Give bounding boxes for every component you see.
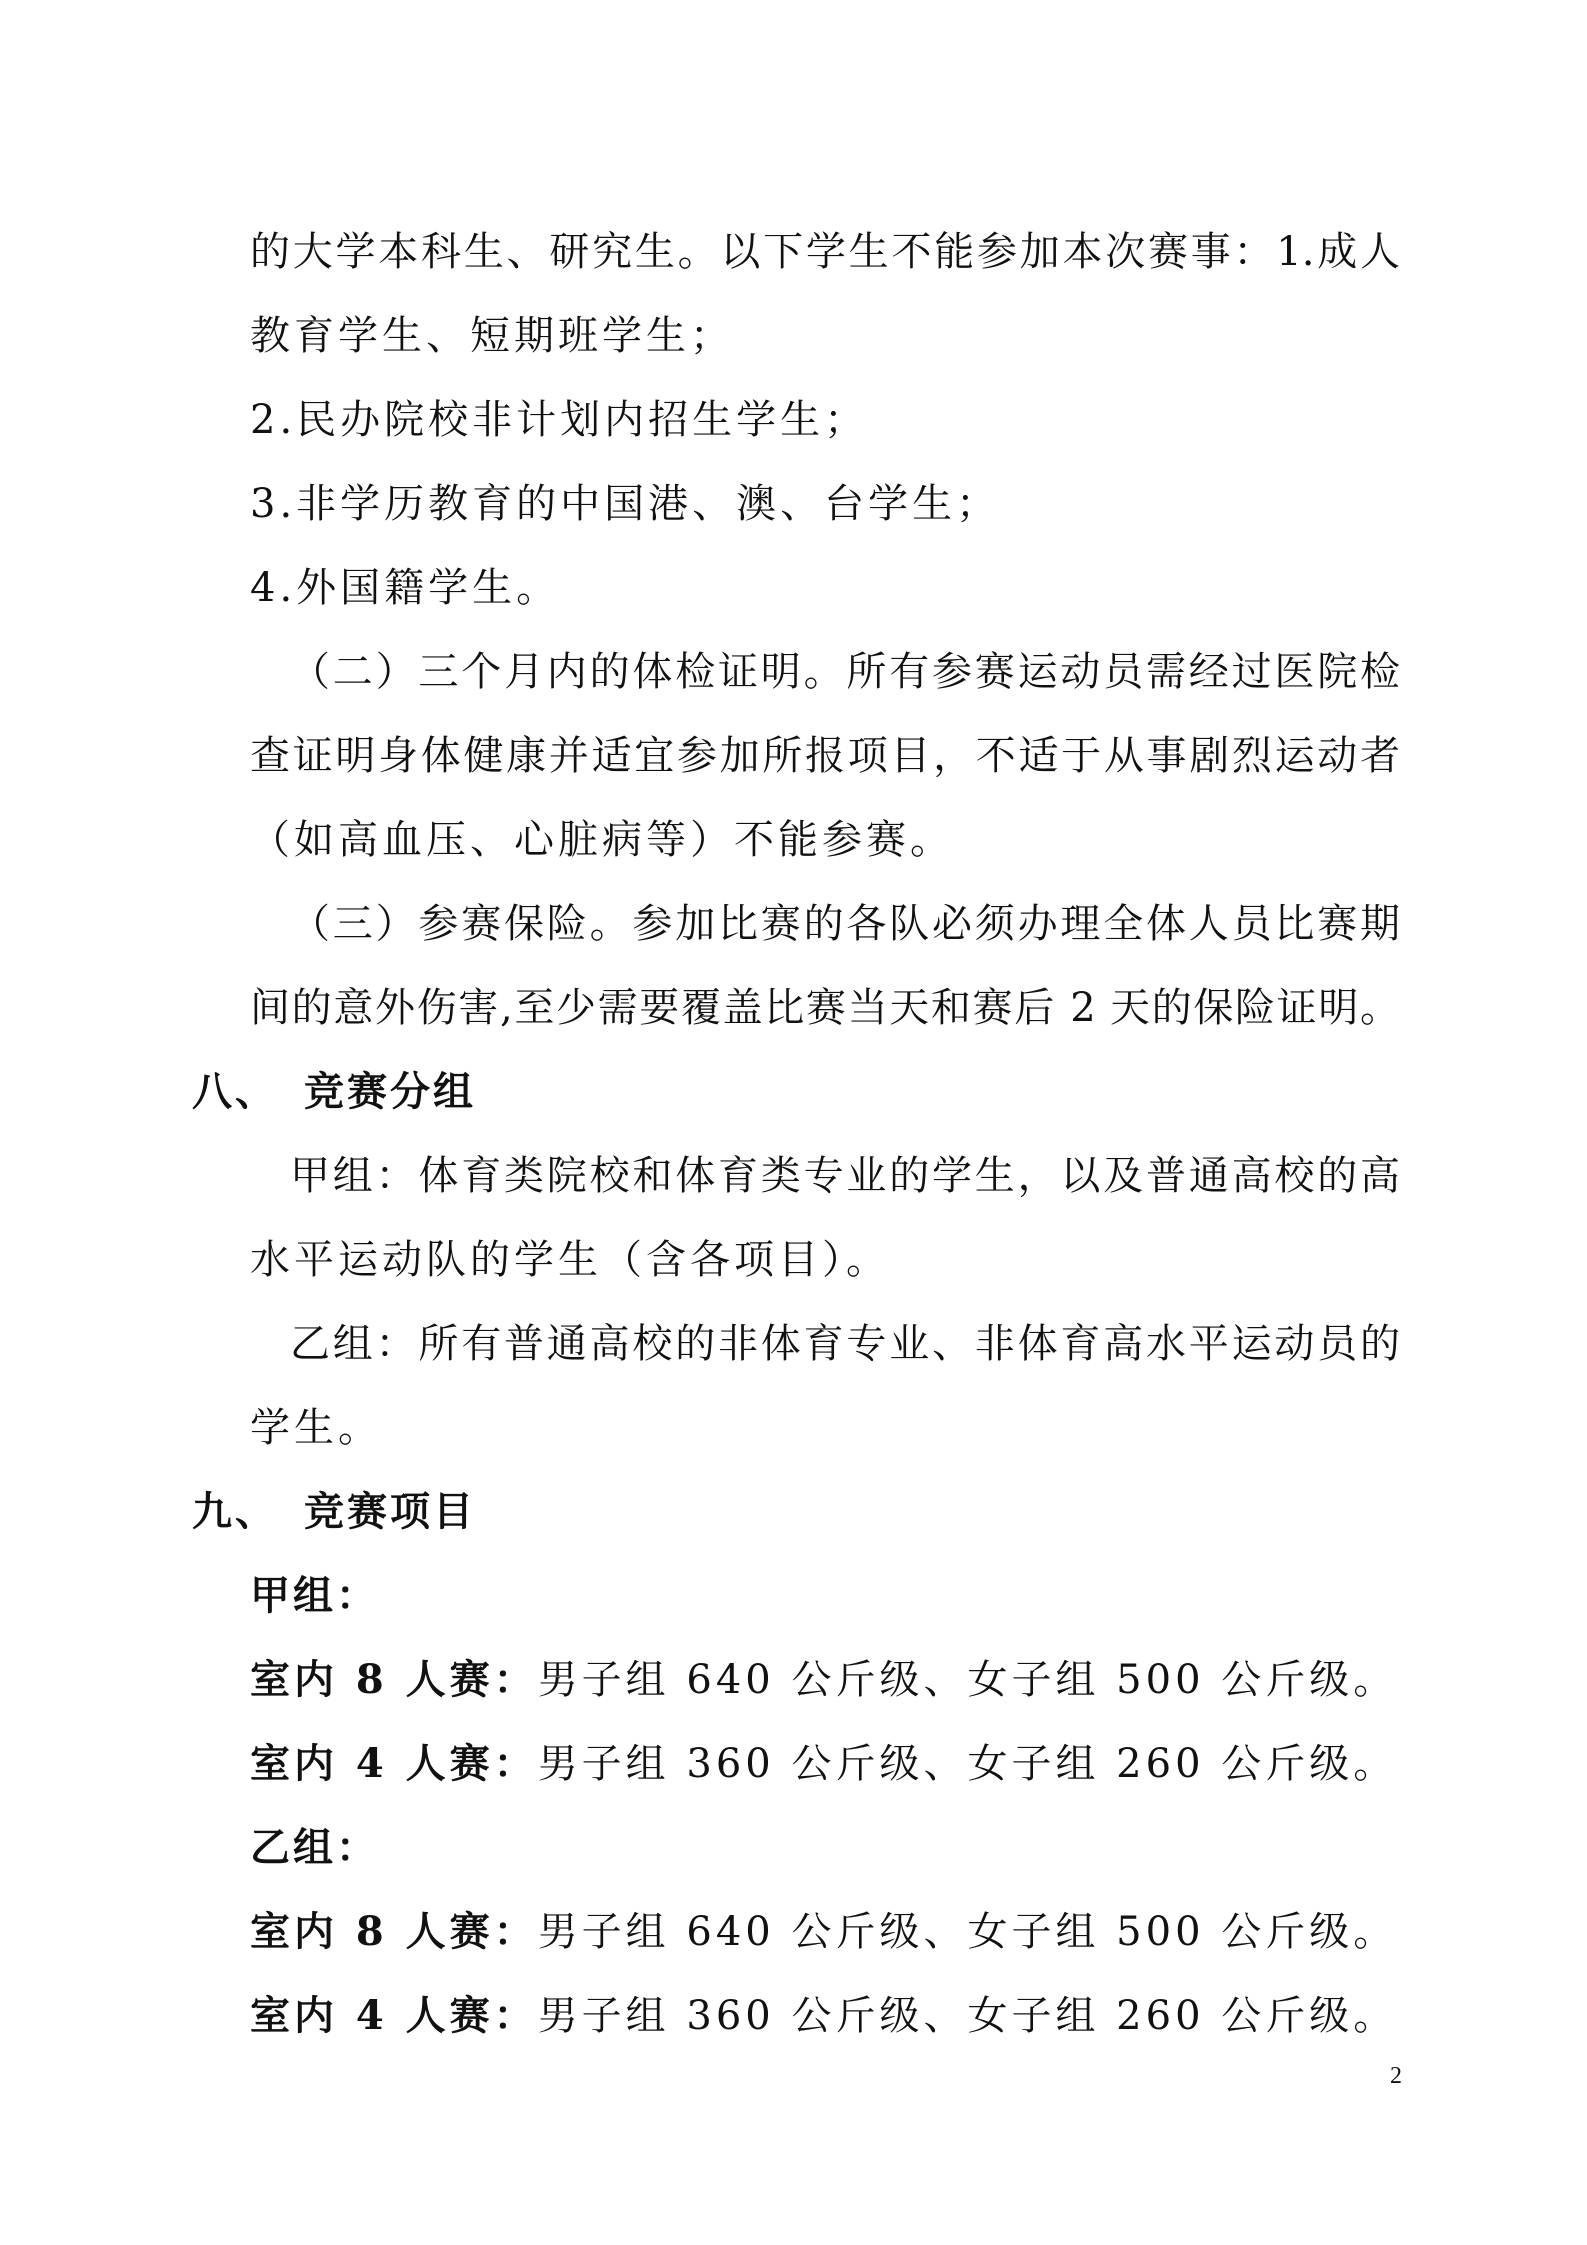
group-a-item-2-label: 室内 4 人赛： (250, 1740, 538, 1787)
body-line-5: 4.外国籍学生。 (250, 565, 561, 611)
group-a-item-1-text: 男子组 640 公斤级、女子组 500 公斤级。 (537, 1657, 1398, 1703)
section-8-number: 八、 (192, 1069, 278, 1115)
section-8-title: 竞赛分组 (304, 1069, 476, 1115)
section-8-line-1: 甲组：体育类院校和体育类专业的学生，以及普通高校的高 (290, 1153, 1400, 1199)
body-line-1: 的大学本科生、研究生。以下学生不能参加本次赛事：1.成人 (250, 229, 1400, 275)
group-b-item-1-text: 男子组 640 公斤级、女子组 500 公斤级。 (537, 1909, 1398, 1955)
group-b-title: 乙组： (250, 1825, 379, 1871)
group-a-title: 甲组： (250, 1573, 379, 1619)
body-line-8: （如高血压、心脏病等）不能参赛。 (250, 817, 954, 863)
section-8-heading (192, 1066, 476, 1118)
group-a-item-1-label: 室内 8 人赛： (250, 1656, 538, 1703)
body-line-7: 查证明身体健康并适宜参加所报项目，不适于从事剧烈运动者 (250, 733, 1400, 779)
group-b-item-2-label: 室内 4 人赛： (250, 1992, 538, 2039)
body-line-10: 间的意外伤害,至少需要覆盖比赛当天和赛后 2 天的保险证明。 (250, 985, 1400, 1031)
section-8-line-3: 乙组：所有普通高校的非体育专业、非体育高水平运动员的 (290, 1321, 1400, 1367)
group-a-item-2 (250, 1738, 1397, 1790)
group-b-item-1-label: 室内 8 人赛： (250, 1908, 538, 1955)
section-9-number: 九、 (192, 1489, 278, 1535)
group-b-item-1 (250, 1906, 1397, 1958)
section-8-line-2: 水平运动队的学生（含各项目）。 (250, 1237, 890, 1283)
section-8-line-4: 学生。 (250, 1405, 382, 1451)
page-number: 2 (1390, 2063, 1402, 2089)
body-line-2: 教育学生、短期班学生； (250, 313, 734, 359)
body-line-9: （三）参赛保险。参加比赛的各队必须办理全体人员比赛期 (290, 901, 1400, 947)
group-a-item-1 (250, 1654, 1397, 1706)
group-a-item-2-text: 男子组 360 公斤级、女子组 260 公斤级。 (537, 1741, 1398, 1787)
section-9-title: 竞赛项目 (304, 1489, 476, 1535)
group-b-item-2 (250, 1990, 1397, 2042)
group-b-item-2-text: 男子组 360 公斤级、女子组 260 公斤级。 (537, 1993, 1398, 2039)
body-line-4: 3.非学历教育的中国港、澳、台学生； (250, 481, 1001, 527)
body-line-6: （二）三个月内的体检证明。所有参赛运动员需经过医院检 (290, 649, 1400, 695)
section-9-heading (192, 1486, 476, 1538)
body-line-3: 2.民办院校非计划内招生学生； (250, 397, 869, 443)
